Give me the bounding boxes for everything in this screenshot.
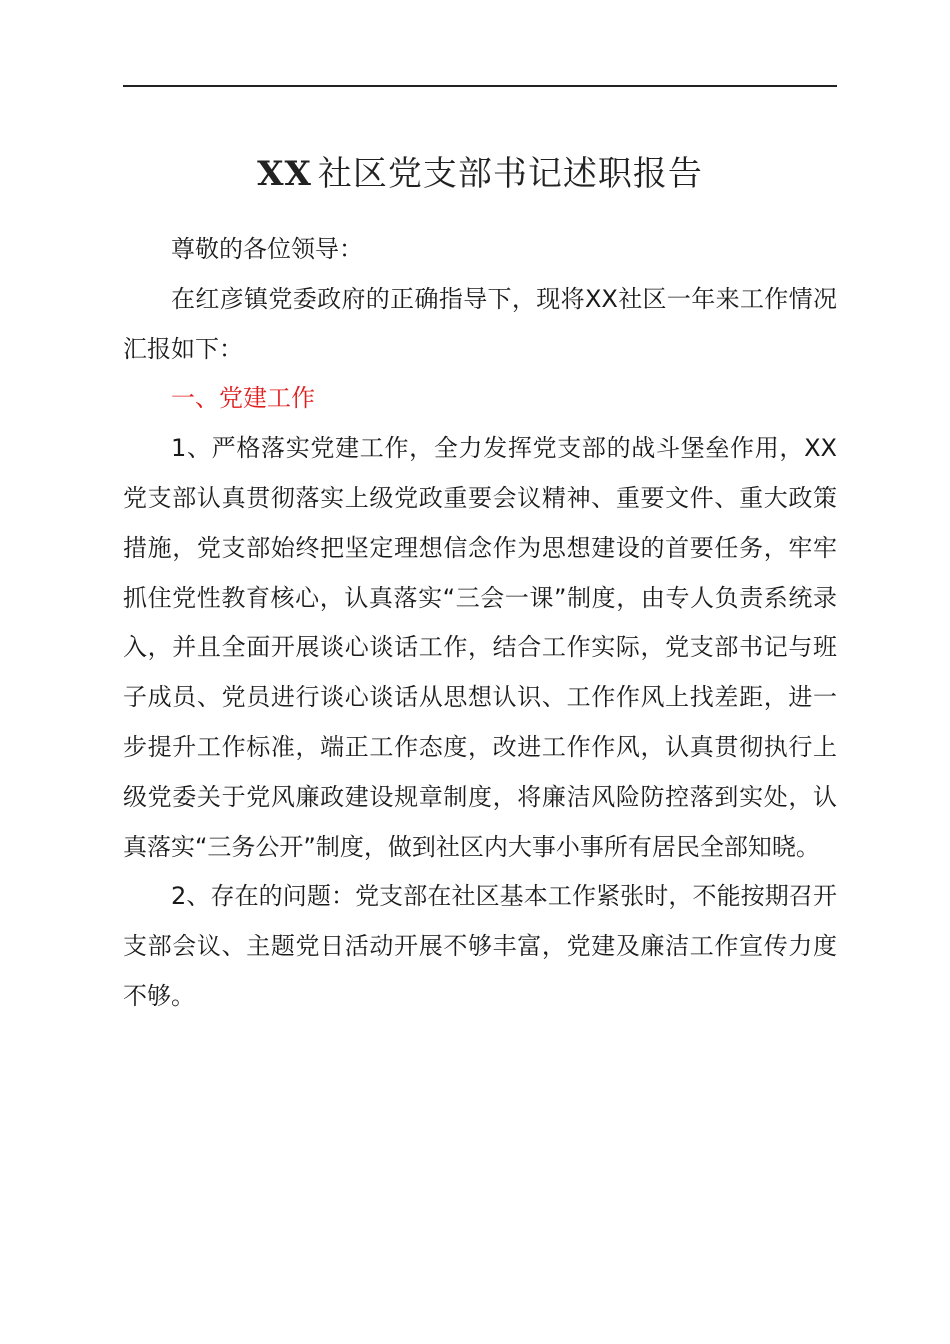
title-prefix: XX bbox=[257, 154, 312, 194]
salutation: 尊敬的各位领导： bbox=[171, 235, 363, 263]
document-title bbox=[0, 150, 950, 198]
intro-paragraph: 在红彦镇党委政府的正确指导下，现将XX社区一年来工作情况汇报如下： bbox=[123, 284, 837, 363]
section-heading-party-building: 一、党建工作 bbox=[171, 384, 315, 413]
paragraph-2: 2、存在的问题：党支部在社区基本工作紧张时，不能按期召开支部会议、主题党日活动开展不够丰富，党建及廉洁工作宣传力度不够。 bbox=[123, 882, 837, 1010]
paragraph-1: 1、严格落实党建工作，全力发挥党支部的战斗堡垒作用，XX党支部认真贯彻落实上级党政重要会议精神、重要文件、重大政策措施，党支部始终把坚定理想信念作为思想建设的首要任务，牢牢抓住党性教育核心，认真落实“三会一课”制度，由专人负责系统录入，并且全面开展谈心谈话工作，结合工作实际，党支部书记与班子成员、党员进行谈心谈话从思想认识、工作作风上找差距，进一步提升工作标准，端正工作态度，改进工作作风，认真贯彻执行上级党委关于党风廉政建设规章制度，将廉洁风险防控落到实处，认真落实“三务公开”制度，做到社区内大事小事所有居民全部知晓。 bbox=[123, 434, 837, 861]
title-text: 社区党支部书记述职报告 bbox=[317, 154, 703, 194]
header-rule bbox=[123, 85, 837, 87]
document-body bbox=[123, 225, 837, 1022]
